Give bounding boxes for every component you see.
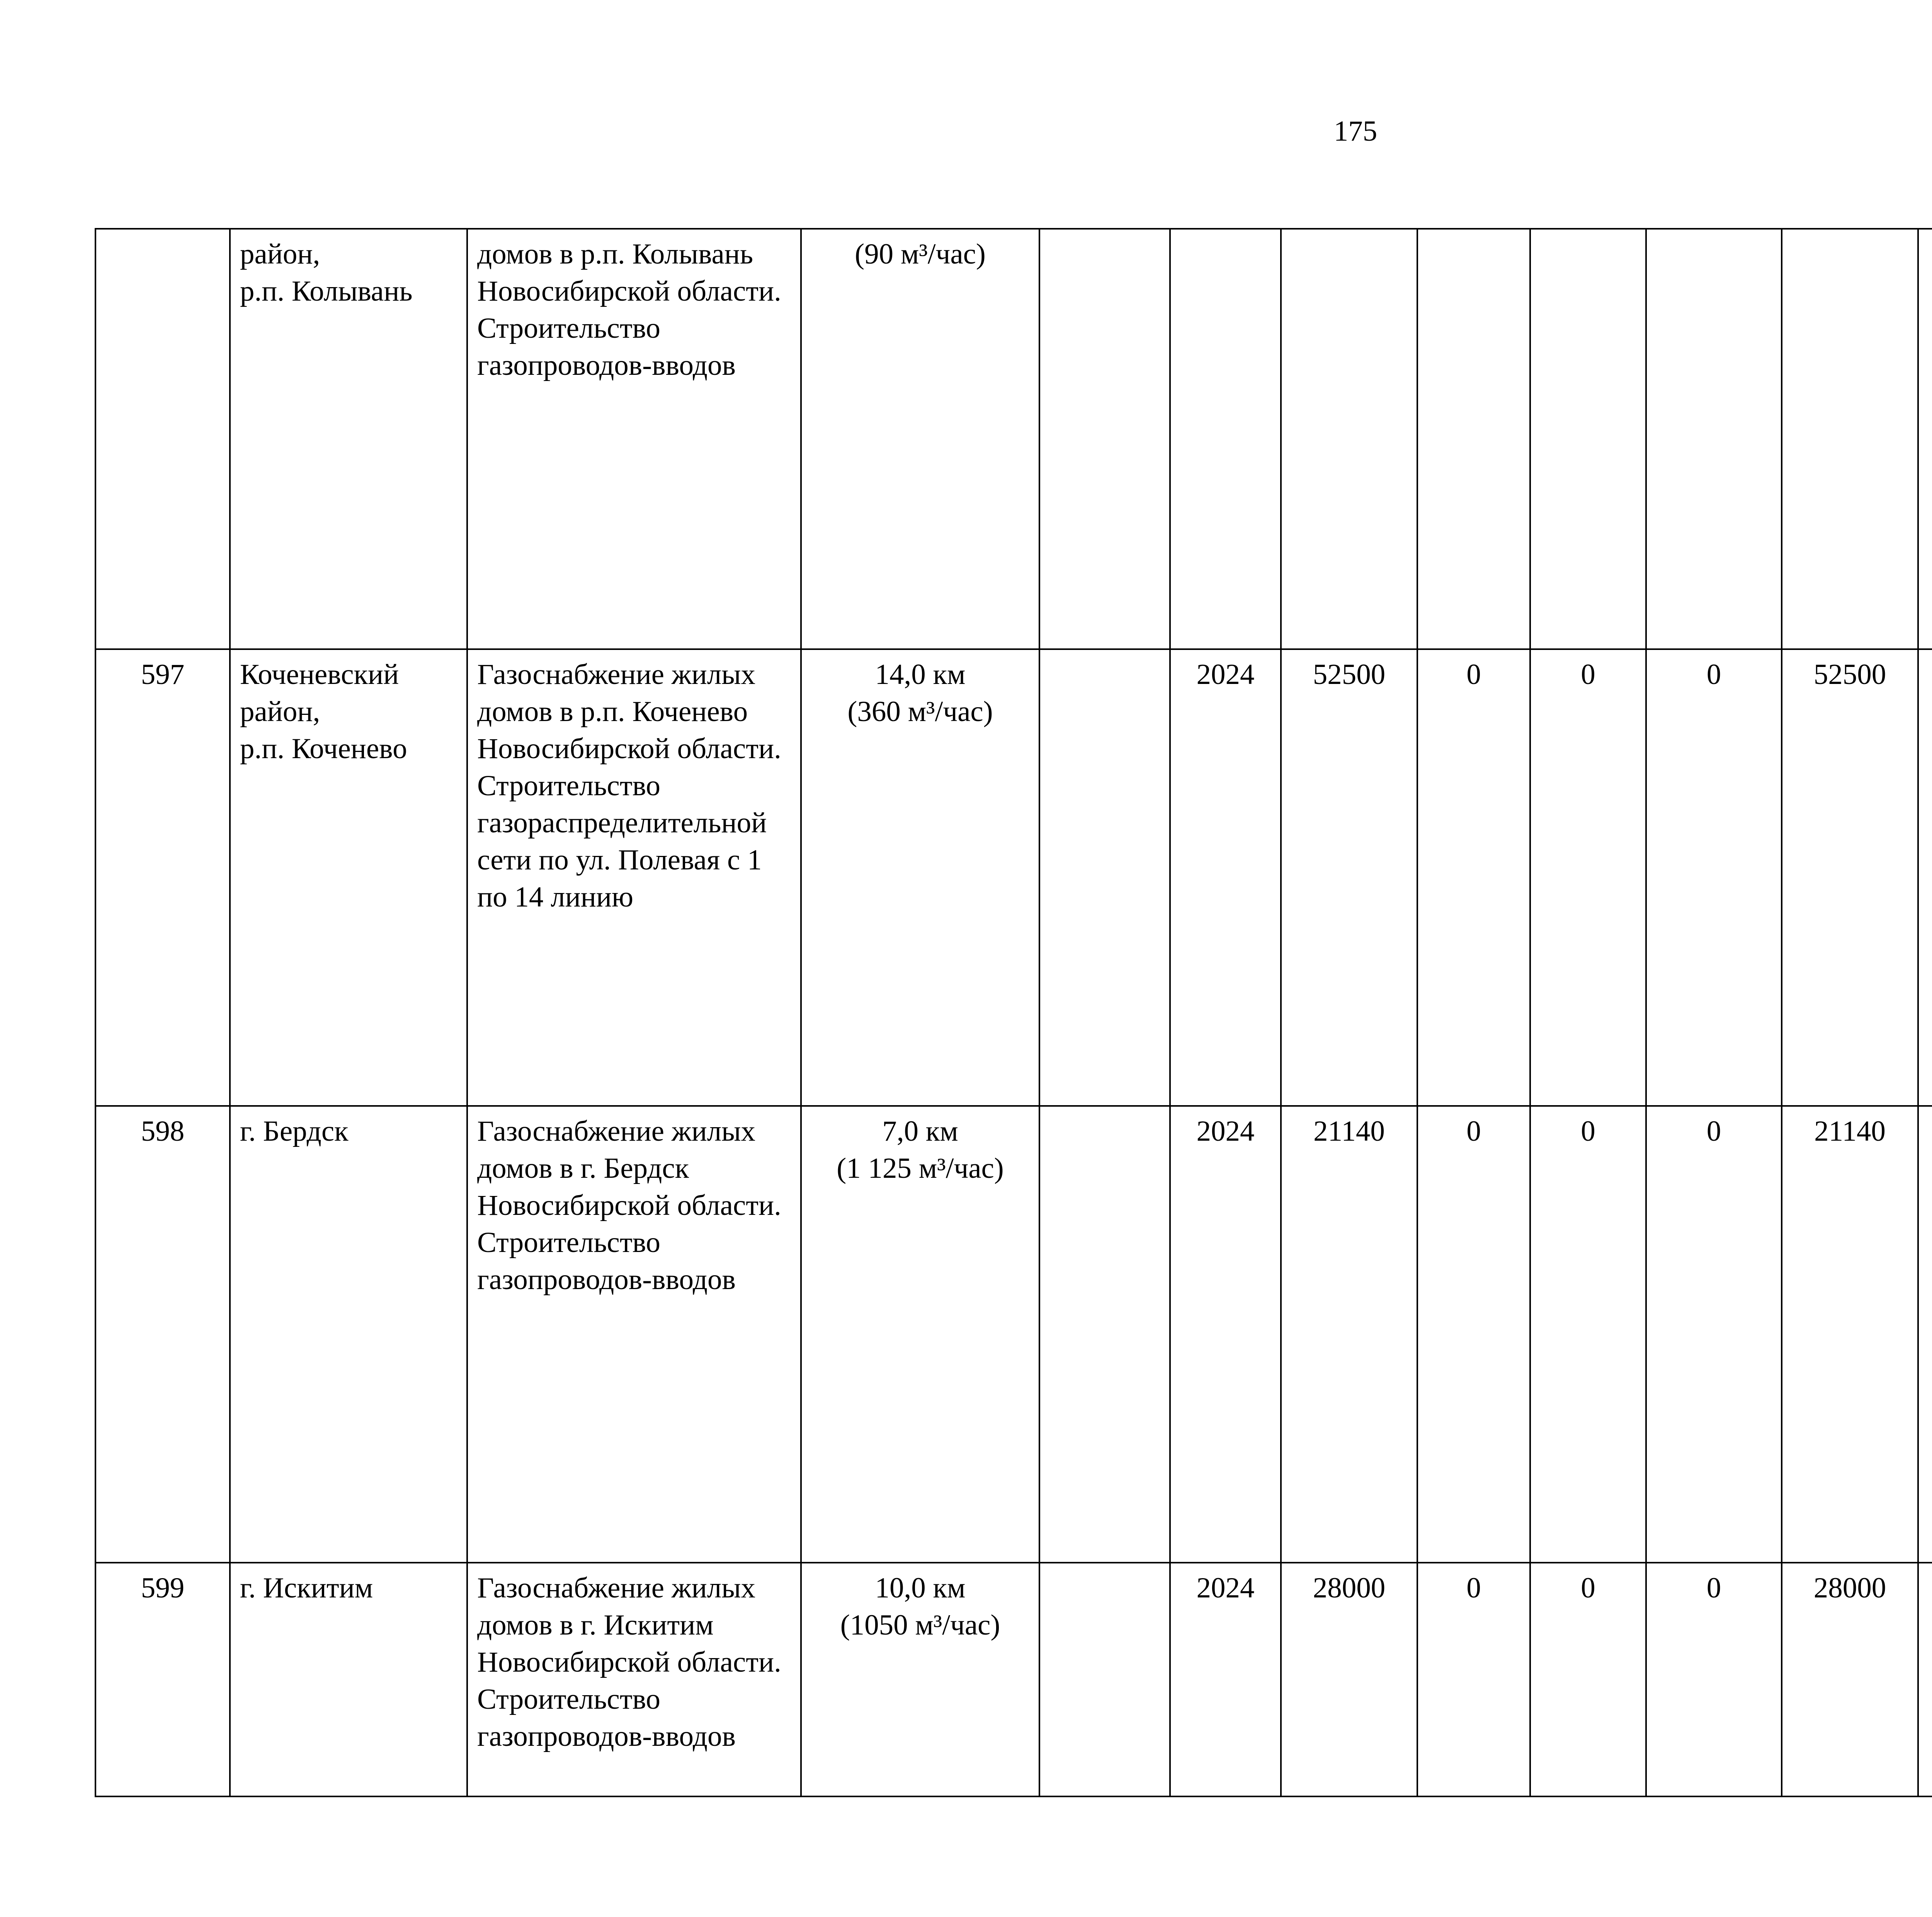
cell-regional: 0 [1530, 649, 1646, 1106]
cell-number: 598 [95, 1106, 230, 1563]
cell-federal: 0 [1417, 649, 1530, 1106]
cell-federal [1417, 229, 1530, 649]
cell-year: 2024 [1170, 1563, 1281, 1796]
cell-other [1782, 229, 1918, 649]
cell-regional [1530, 229, 1646, 649]
cell-executor [1918, 1563, 1932, 1796]
cell-district: Коченевский район, р.п. Коченево [230, 649, 467, 1106]
cell-executor [1918, 649, 1932, 1106]
gasification-table [95, 228, 1932, 1797]
cell-total [1281, 229, 1417, 649]
cell-local: 0 [1646, 1563, 1782, 1796]
cell-regional: 0 [1530, 1106, 1646, 1563]
cell-local: 0 [1646, 1106, 1782, 1563]
cell-col5 [1039, 1106, 1170, 1563]
cell-capacity: 10,0 км (1050 м³/час) [801, 1563, 1039, 1796]
cell-other: 52500 [1782, 649, 1918, 1106]
cell-year [1170, 229, 1281, 649]
table-row-continued [95, 229, 1932, 649]
cell-local [1646, 229, 1782, 649]
cell-total: 52500 [1281, 649, 1417, 1106]
cell-year: 2024 [1170, 1106, 1281, 1563]
cell-object: Газоснабжение жилых домов в г. Искитим Новосибирской области. Строительство газопроводов-вводов [467, 1563, 801, 1796]
cell-district: район, р.п. Колывань [230, 229, 467, 649]
cell-local: 0 [1646, 649, 1782, 1106]
table-row-598 [95, 1106, 1932, 1563]
cell-col5 [1039, 1563, 1170, 1796]
cell-district: г. Бердск [230, 1106, 467, 1563]
cell-capacity: 7,0 км (1 125 м³/час) [801, 1106, 1039, 1563]
cell-year: 2024 [1170, 649, 1281, 1106]
page-number: 175 [1333, 115, 1378, 147]
cell-number: 599 [95, 1563, 230, 1796]
cell-number: 597 [95, 649, 230, 1106]
cell-object: домов в р.п. Колывань Новосибирской области. Строительство газопроводов-вводов [467, 229, 801, 649]
cell-district: г. Искитим [230, 1563, 467, 1796]
cell-other: 21140 [1782, 1106, 1918, 1563]
cell-other: 28000 [1782, 1563, 1918, 1796]
cell-federal: 0 [1417, 1106, 1530, 1563]
table-row-597 [95, 649, 1932, 1106]
cell-executor [1918, 1106, 1932, 1563]
cell-regional: 0 [1530, 1563, 1646, 1796]
cell-capacity: 14,0 км (360 м³/час) [801, 649, 1039, 1106]
cell-capacity: (90 м³/час) [801, 229, 1039, 649]
cell-col5 [1039, 649, 1170, 1106]
cell-total: 28000 [1281, 1563, 1417, 1796]
cell-federal: 0 [1417, 1563, 1530, 1796]
table-row-599 [95, 1563, 1932, 1796]
cell-object: Газоснабжение жилых домов в р.п. Коченево Новосибирской области. Строительство газораспределительной сети по ул. Полевая с 1 по 14 линию [467, 649, 801, 1106]
cell-number [95, 229, 230, 649]
cell-executor [1918, 229, 1932, 649]
cell-col5 [1039, 229, 1170, 649]
cell-object: Газоснабжение жилых домов в г. Бердск Новосибирской области. Строительство газопроводов-вводов [467, 1106, 801, 1563]
cell-total: 21140 [1281, 1106, 1417, 1563]
